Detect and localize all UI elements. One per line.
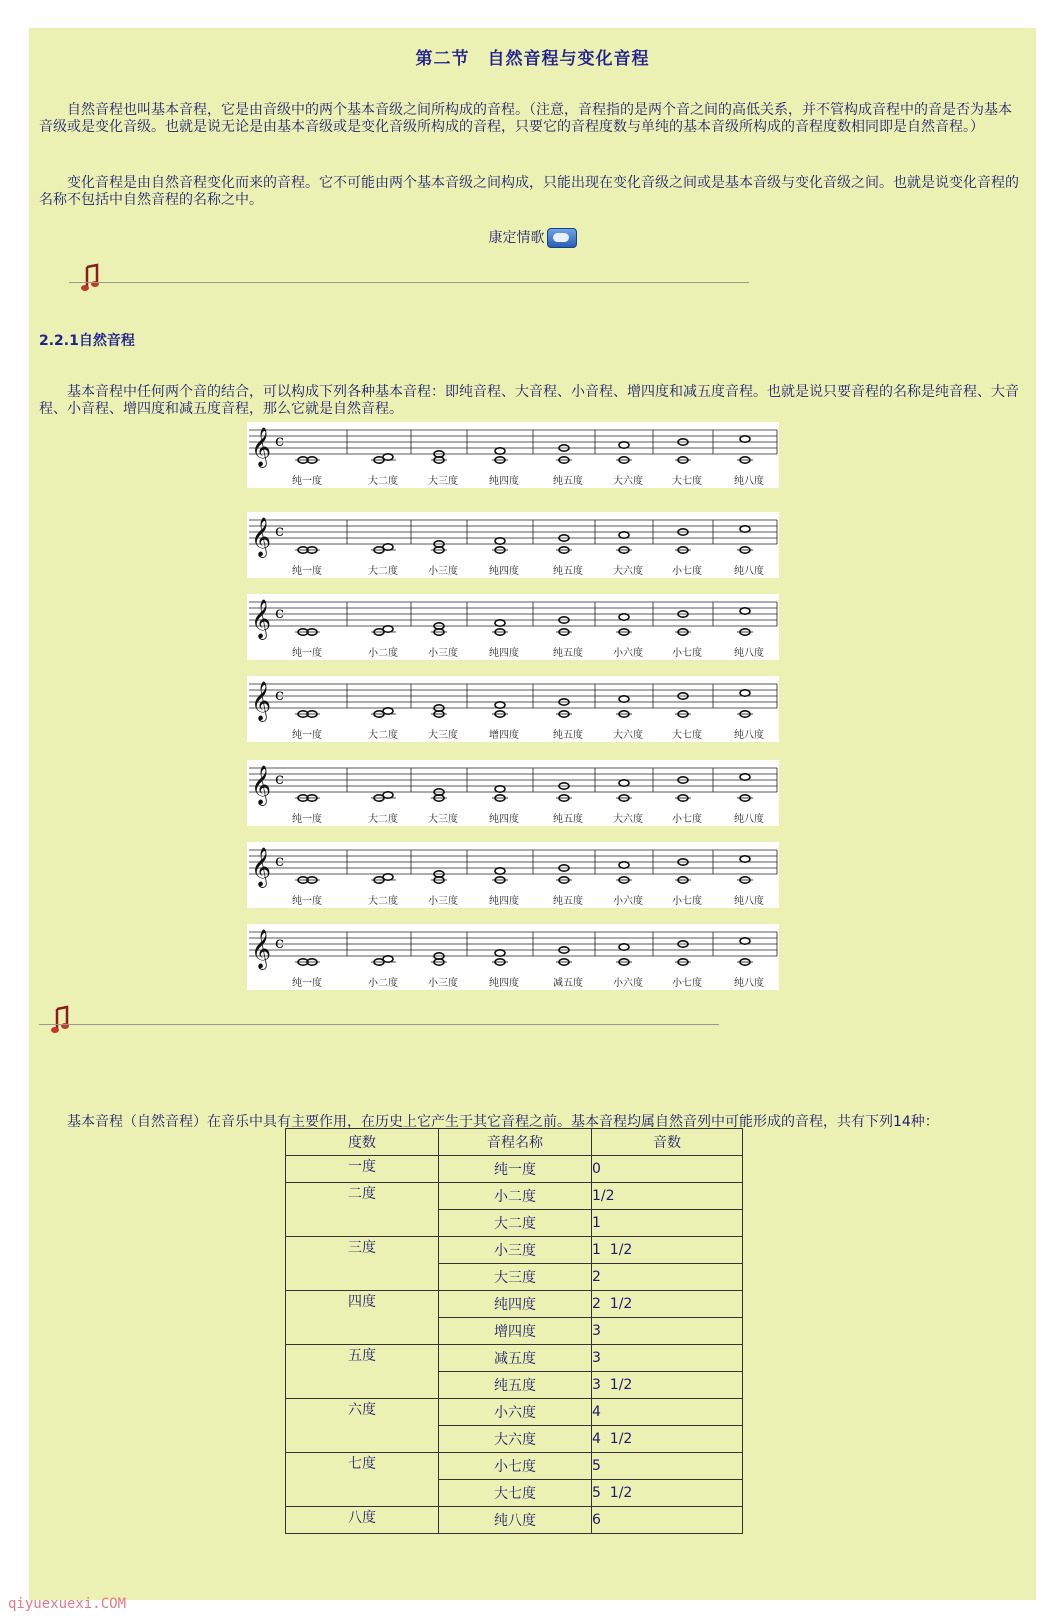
cell-interval-name: 纯八度 xyxy=(439,1507,592,1534)
interval-label: 纯一度 xyxy=(292,978,322,989)
interval-label: 纯一度 xyxy=(292,566,322,577)
whole-note xyxy=(383,956,393,962)
cell-semitone-count: 2 xyxy=(592,1264,743,1291)
table-header-row xyxy=(286,1129,743,1156)
treble-clef-icon: 𝄞 xyxy=(251,847,272,887)
whole-note xyxy=(740,774,750,780)
treble-clef-icon: 𝄞 xyxy=(251,427,272,467)
cell-degree: 六度 xyxy=(286,1399,439,1453)
staff-notation xyxy=(247,512,779,562)
interval-label: 小二度 xyxy=(368,648,398,659)
staff-1 xyxy=(247,422,779,488)
treble-clef-icon: 𝄞 xyxy=(251,765,272,805)
cell-interval-name: 纯五度 xyxy=(439,1372,592,1399)
common-time-icon: c xyxy=(275,603,284,622)
whole-note xyxy=(383,626,393,632)
cell-semitone-count: 4 xyxy=(592,1399,743,1426)
interval-label: 纯四度 xyxy=(489,648,519,659)
music-note-icon xyxy=(51,1005,71,1035)
interval-label: 纯四度 xyxy=(489,896,519,907)
audio-play-icon[interactable] xyxy=(547,228,577,248)
cell-interval-name: 纯四度 xyxy=(439,1291,592,1318)
cell-interval-name: 大二度 xyxy=(439,1210,592,1237)
interval-label: 大七度 xyxy=(672,476,702,487)
cell-semitone-count: 1/2 xyxy=(592,1183,743,1210)
interval-label: 纯五度 xyxy=(553,476,583,487)
cell-interval-name: 小三度 xyxy=(439,1237,592,1264)
interval-label: 小六度 xyxy=(613,648,643,659)
whole-note xyxy=(740,938,750,944)
interval-label: 大二度 xyxy=(368,814,398,825)
staff-2 xyxy=(247,512,779,578)
interval-label: 增四度 xyxy=(489,730,519,741)
interval-label: 纯五度 xyxy=(553,896,583,907)
interval-label: 大二度 xyxy=(368,896,398,907)
table-row xyxy=(286,1453,743,1480)
cell-degree: 一度 xyxy=(286,1156,439,1183)
staff-3 xyxy=(247,594,779,660)
cell-interval-name: 纯一度 xyxy=(439,1156,592,1183)
paragraph-interval-list: 基本音程（自然音程）在音乐中具有主要作用，在历史上它产生于其它音程之前。基本音程均属自然音列中可能形成的音程，共有下列14种： xyxy=(67,1114,939,1130)
whole-note xyxy=(495,448,505,454)
cell-interval-name: 增四度 xyxy=(439,1318,592,1345)
cell-degree: 八度 xyxy=(286,1507,439,1534)
whole-note xyxy=(495,868,505,874)
staff-5 xyxy=(247,760,779,826)
section-divider xyxy=(39,1024,719,1025)
interval-label: 纯一度 xyxy=(292,730,322,741)
cell-interval-name: 小六度 xyxy=(439,1399,592,1426)
treble-clef-icon: 𝄞 xyxy=(251,681,272,721)
interval-label: 小二度 xyxy=(368,978,398,989)
cell-semitone-count: 1 1/2 xyxy=(592,1237,743,1264)
table-row xyxy=(286,1291,743,1318)
interval-label: 纯八度 xyxy=(734,566,764,577)
section-heading: 2.2.1自然音程 xyxy=(39,333,135,349)
table-row xyxy=(286,1156,743,1183)
interval-label: 纯四度 xyxy=(489,566,519,577)
table-row xyxy=(286,1237,743,1264)
whole-note xyxy=(740,436,750,442)
cell-semitone-count: 4 1/2 xyxy=(592,1426,743,1453)
interval-label: 纯五度 xyxy=(553,566,583,577)
table-row xyxy=(286,1507,743,1534)
cell-semitone-count: 3 xyxy=(592,1345,743,1372)
treble-clef-icon: 𝄞 xyxy=(251,599,272,639)
staff-notation xyxy=(247,594,779,644)
staff-4 xyxy=(247,676,779,742)
cell-semitone-count: 1 xyxy=(592,1210,743,1237)
whole-note xyxy=(619,696,629,702)
interval-label: 纯四度 xyxy=(489,978,519,989)
interval-label: 纯五度 xyxy=(553,730,583,741)
whole-note xyxy=(619,442,629,448)
interval-label: 大三度 xyxy=(428,814,458,825)
common-time-icon: c xyxy=(275,431,284,450)
interval-label: 纯四度 xyxy=(489,476,519,487)
whole-note xyxy=(495,702,505,708)
interval-label: 小三度 xyxy=(428,978,458,989)
cell-interval-name: 小二度 xyxy=(439,1183,592,1210)
cell-interval-name: 大三度 xyxy=(439,1264,592,1291)
whole-note xyxy=(619,780,629,786)
interval-label: 纯八度 xyxy=(734,978,764,989)
interval-label: 纯八度 xyxy=(734,896,764,907)
interval-label: 纯一度 xyxy=(292,648,322,659)
cell-degree: 四度 xyxy=(286,1291,439,1345)
cell-degree: 三度 xyxy=(286,1237,439,1291)
content-page xyxy=(29,28,1036,1600)
staff-notation xyxy=(247,422,779,472)
whole-note xyxy=(495,538,505,544)
interval-label: 纯四度 xyxy=(489,814,519,825)
site-watermark: qiyuexuexi.COM xyxy=(8,1596,127,1612)
table-row xyxy=(286,1399,743,1426)
staff-6 xyxy=(247,842,779,908)
cell-interval-name: 减五度 xyxy=(439,1345,592,1372)
interval-label: 大六度 xyxy=(613,814,643,825)
interval-label: 小七度 xyxy=(672,978,702,989)
interval-label: 小七度 xyxy=(672,648,702,659)
whole-note xyxy=(619,862,629,868)
interval-label: 纯八度 xyxy=(734,730,764,741)
cell-semitone-count: 3 xyxy=(592,1318,743,1345)
song-link-row xyxy=(29,227,1036,248)
interval-label: 纯五度 xyxy=(553,814,583,825)
staff-notation xyxy=(247,924,779,974)
whole-note xyxy=(383,544,393,550)
whole-note xyxy=(619,532,629,538)
interval-label: 纯八度 xyxy=(734,648,764,659)
whole-note xyxy=(740,856,750,862)
interval-label: 减五度 xyxy=(553,978,583,989)
cell-semitone-count: 6 xyxy=(592,1507,743,1534)
table-row xyxy=(286,1183,743,1210)
cell-interval-name: 大六度 xyxy=(439,1426,592,1453)
staff-notation xyxy=(247,842,779,892)
interval-label: 小六度 xyxy=(613,896,643,907)
section-divider xyxy=(69,282,749,283)
cell-degree: 五度 xyxy=(286,1345,439,1399)
interval-label: 纯八度 xyxy=(734,814,764,825)
cell-semitone-count: 5 xyxy=(592,1453,743,1480)
song-link[interactable]: 康定情歌 xyxy=(488,230,545,246)
whole-note xyxy=(383,454,393,460)
interval-label: 纯一度 xyxy=(292,814,322,825)
interval-table xyxy=(285,1128,743,1534)
paragraph-natural-intervals: 自然音程也叫基本音程，它是由音级中的两个基本音级之间所构成的音程。（注意，音程指的是两个音之间的高低关系，并不管构成音程中的音是否为基本音级或是变化音级。也就是说无论是由基本音级或是变化音级所构成的音程，只要它的音程度数与单纯的基本音级所构成的音程度数相同即是自然音程。） xyxy=(39,102,1012,135)
whole-note xyxy=(495,786,505,792)
interval-label: 大三度 xyxy=(428,476,458,487)
whole-note xyxy=(740,526,750,532)
interval-label: 小三度 xyxy=(428,648,458,659)
staff-notation xyxy=(247,760,779,810)
interval-label: 小三度 xyxy=(428,566,458,577)
interval-label: 纯八度 xyxy=(734,476,764,487)
music-note-icon xyxy=(81,263,101,293)
interval-label: 大六度 xyxy=(613,730,643,741)
whole-note xyxy=(740,608,750,614)
common-time-icon: c xyxy=(275,851,284,870)
staff-7 xyxy=(247,924,779,990)
paragraph-altered-intervals: 变化音程是由自然音程变化而来的音程。它不可能由两个基本音级之间构成，只能出现在变化音级之间或是基本音级与变化音级之间。也就是说变化音程的名称不包括中自然音程的名称之中。 xyxy=(39,175,1019,208)
interval-label: 大七度 xyxy=(672,730,702,741)
interval-label: 纯一度 xyxy=(292,476,322,487)
header-interval-name: 音程名称 xyxy=(439,1129,592,1156)
cell-semitone-count: 0 xyxy=(592,1156,743,1183)
staff-notation xyxy=(247,676,779,726)
cell-semitone-count: 2 1/2 xyxy=(592,1291,743,1318)
cell-degree: 二度 xyxy=(286,1183,439,1237)
whole-note xyxy=(495,620,505,626)
interval-label: 小七度 xyxy=(672,814,702,825)
whole-note xyxy=(619,614,629,620)
common-time-icon: c xyxy=(275,933,284,952)
interval-label: 大三度 xyxy=(428,730,458,741)
table-row xyxy=(286,1345,743,1372)
whole-note xyxy=(619,944,629,950)
common-time-icon: c xyxy=(275,521,284,540)
cell-interval-name: 大七度 xyxy=(439,1480,592,1507)
whole-note xyxy=(740,690,750,696)
cell-semitone-count: 3 1/2 xyxy=(592,1372,743,1399)
paragraph-basic-intervals: 基本音程中任何两个音的结合，可以构成下列各种基本音程：即纯音程、大音程、小音程、增四度和减五度音程。也就是说只要音程的名称是纯音程、大音程、小音程、增四度和减五度音程，那么它就是自然音程。 xyxy=(39,384,1019,417)
cell-semitone-count: 5 1/2 xyxy=(592,1480,743,1507)
whole-note xyxy=(383,708,393,714)
interval-label: 小七度 xyxy=(672,566,702,577)
interval-label: 大二度 xyxy=(368,730,398,741)
interval-label: 小七度 xyxy=(672,896,702,907)
interval-label: 大二度 xyxy=(368,476,398,487)
interval-label: 纯五度 xyxy=(553,648,583,659)
cell-degree: 七度 xyxy=(286,1453,439,1507)
common-time-icon: c xyxy=(275,769,284,788)
interval-label: 大六度 xyxy=(613,566,643,577)
header-degree: 度数 xyxy=(286,1129,439,1156)
interval-label: 纯一度 xyxy=(292,896,322,907)
common-time-icon: c xyxy=(275,685,284,704)
interval-label: 大二度 xyxy=(368,566,398,577)
header-semitone-count: 音数 xyxy=(592,1129,743,1156)
treble-clef-icon: 𝄞 xyxy=(251,517,272,557)
whole-note xyxy=(383,792,393,798)
interval-label: 小三度 xyxy=(428,896,458,907)
whole-note xyxy=(495,950,505,956)
cell-interval-name: 小七度 xyxy=(439,1453,592,1480)
interval-label: 小六度 xyxy=(613,978,643,989)
treble-clef-icon: 𝄞 xyxy=(251,929,272,969)
interval-label: 大六度 xyxy=(613,476,643,487)
page-title: 第二节 自然音程与变化音程 xyxy=(415,49,650,69)
whole-note xyxy=(383,874,393,880)
